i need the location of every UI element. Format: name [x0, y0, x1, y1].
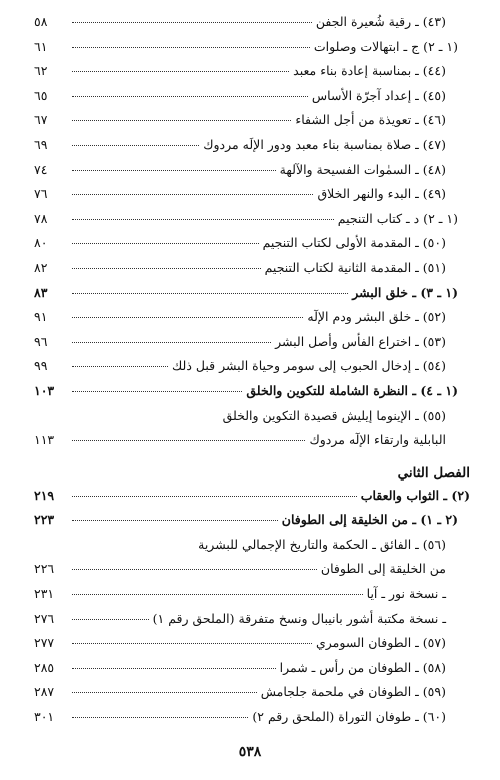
toc-entry-title: (١ ـ ٤) ـ النظرة الشاملة للتكوين والخلق: [246, 382, 458, 398]
toc-entry: [34, 330, 470, 355]
toc-entry: [34, 35, 470, 60]
toc-entry-title: (٤٣) ـ رقية شُعيرة الجفن: [315, 14, 446, 29]
dot-leader: [72, 268, 261, 269]
dot-leader: [72, 440, 305, 441]
toc-entry-title: (٥٧) ـ الطوفان السومري: [315, 635, 446, 651]
dot-leader: [72, 594, 363, 595]
toc-entry: [34, 108, 470, 133]
toc-entry: [34, 354, 470, 379]
dot-leader: [72, 692, 257, 693]
dot-leader: [72, 219, 334, 220]
dot-leader: [72, 717, 248, 718]
dot-leader: [72, 243, 259, 244]
toc-entry: [34, 59, 470, 84]
toc-entry-page: ٨٠: [34, 235, 48, 251]
toc-entry-title: البابلية وارتقاء الإلٓه مردوك: [309, 432, 446, 448]
toc-entry: [34, 182, 470, 207]
dot-leader: [72, 194, 313, 195]
toc-entry: [34, 281, 470, 306]
toc-entry-page: ٩٦: [34, 333, 48, 349]
toc-entry-title: (١ ـ ٣) ـ خلق البشر: [352, 284, 458, 300]
toc-entry: [34, 508, 470, 533]
toc-entry-page: ٦٩: [34, 136, 48, 152]
toc-entry-title: (٦٠) ـ طوفان التوراة (الملحق رقم ٢): [252, 709, 446, 725]
toc-entry-title: (٤٨) ـ السمٰوات الفسيحة والآلهة: [279, 161, 446, 177]
toc-entry-page: ٢٢٣: [34, 512, 55, 528]
toc-entry: [34, 305, 470, 330]
toc-entry-page: ٦٢: [34, 63, 48, 79]
dot-leader: [72, 619, 149, 620]
toc-entry-page: ٧٦: [34, 186, 48, 202]
toc-entry-title: (٥١) ـ المقدمة الثانية لكتاب التنجيم: [264, 259, 446, 275]
toc-entry-page: ٦١: [34, 38, 48, 54]
toc-entry-page: ٧٤: [34, 161, 48, 177]
toc-entry-title: (٥٤) ـ إدخال الحبوب إلى سومر وحياة البشر قبل ذلك: [172, 358, 446, 374]
toc-entry-title: (٢ ـ ١) ـ من الخليقة إلى الطوفان: [281, 512, 458, 528]
dot-leader: [72, 145, 199, 146]
dot-leader: [72, 643, 312, 644]
toc-entry-page: ٢١٩: [34, 487, 55, 503]
toc-entry: [34, 133, 470, 158]
toc-entry-page: ٥٨: [34, 14, 48, 29]
toc-entry-title: (٥٩) ـ الطوفان في ملحمة جلجامش: [260, 684, 446, 700]
toc-entry: [34, 207, 470, 232]
toc-section-top: [34, 10, 470, 453]
dot-leader: [72, 170, 276, 171]
table-of-contents: [34, 10, 470, 730]
chapter-heading: الفصل الثاني: [397, 464, 470, 481]
toc-entry: [34, 607, 470, 632]
dot-leader: [72, 391, 242, 392]
toc-entry-title: (٤٧) ـ صلاة بمناسبة بناء معبد ودور الإلَه مردوك: [203, 136, 446, 152]
toc-entry-title: (١ ـ ٢) ج ـ ابتهالات وصلوات: [313, 38, 458, 54]
toc-entry: [34, 680, 470, 705]
toc-entry-page: ١١٣: [34, 432, 55, 448]
toc-entry: [34, 557, 470, 582]
toc-entry: [34, 404, 470, 429]
toc-entry: [34, 533, 470, 558]
toc-entry: [34, 484, 470, 509]
dot-leader: [72, 569, 317, 570]
toc-entry-title: (٥٢) ـ خلق البشر ودم الإلٓه: [307, 309, 446, 325]
toc-entry-page: ١٠٣: [34, 382, 55, 398]
toc-entry-page: ٣٠١: [34, 709, 55, 725]
dot-leader: [72, 342, 271, 343]
toc-entry: [34, 582, 470, 607]
toc-entry: [34, 631, 470, 656]
dot-leader: [72, 317, 303, 318]
toc-entry: [34, 428, 470, 453]
toc-entry-title: (٤٦) ـ تعويذة من أجل الشفاء: [295, 112, 446, 128]
toc-entry-page: ٢٧٦: [34, 610, 55, 626]
toc-entry: [34, 379, 470, 404]
dot-leader: [72, 22, 312, 23]
dot-leader: [72, 668, 276, 669]
toc-entry-title: ـ نسخة مكتبة أشور بانيبال ونسخ متفرقة (الملحق رقم ١): [152, 610, 446, 626]
toc-entry-title: (٢) ـ الثواب والعقاب: [360, 487, 470, 503]
toc-entry: [34, 705, 470, 730]
toc-entry-page: ٦٥: [34, 87, 48, 103]
toc-entry-page: ٢٧٧: [34, 635, 55, 651]
toc-entry-title: (٥٦) ـ الفائق ـ الحكمة والتاريخ الإجمالي للبشرية: [198, 536, 446, 552]
toc-entry-page: ٢٨٧: [34, 684, 55, 700]
toc-entry: [34, 231, 470, 256]
toc-entry: [34, 256, 470, 281]
dot-leader: [72, 366, 168, 367]
toc-entry-title: (٥٥) ـ الإينوما إيليش قصيدة التكوين والخلق: [222, 407, 446, 423]
toc-entry-page: ٢٢٦: [34, 561, 55, 577]
toc-entry-title: من الخليقة إلى الطوفان: [320, 561, 446, 577]
dot-leader: [72, 520, 278, 521]
dot-leader: [72, 496, 357, 497]
toc-entry: [34, 84, 470, 109]
dot-leader: [72, 47, 310, 48]
toc-entry-title: (٥٨) ـ الطوفان من رأس ـ شمرا: [279, 659, 446, 675]
toc-entry-page: ٩١: [34, 309, 48, 325]
toc-entry-page: ٨٢: [34, 259, 48, 275]
toc-entry-title: ـ نسخة نور ـ آيا: [366, 586, 446, 602]
toc-entry-page: ٦٧: [34, 112, 48, 128]
page-number: ٥٣٨: [238, 744, 262, 760]
toc-section-bottom: [34, 484, 470, 730]
dot-leader: [72, 120, 291, 121]
toc-entry-title: (٥٠) ـ المقدمة الأولى لكتاب التنجيم: [262, 235, 446, 251]
toc-entry: [34, 656, 470, 681]
toc-entry-page: ٢٣١: [34, 586, 55, 602]
toc-entry-title: (١ ـ ٢) د ـ كتاب التنجيم: [337, 210, 458, 226]
dot-leader: [72, 293, 348, 294]
toc-entry-page: ٢٨٥: [34, 659, 55, 675]
toc-entry: [34, 10, 470, 35]
dot-leader: [72, 71, 289, 72]
toc-entry-page: ٨٣: [34, 284, 48, 300]
toc-entry-title: (٤٩) ـ البدء والنهر الخلاق: [317, 186, 446, 202]
toc-entry-title: (٤٥) ـ إعداد آجرّة الأساس: [311, 87, 446, 103]
toc-entry-page: ٧٨: [34, 210, 48, 226]
toc-entry: [34, 158, 470, 183]
toc-entry-page: ٩٩: [34, 358, 48, 374]
toc-entry-title: (٤٤) ـ بمناسبة إعادة بناء معبد: [293, 63, 446, 79]
dot-leader: [72, 96, 308, 97]
toc-entry-title: (٥٣) ـ اختراع الفأس وأصل البشر: [275, 333, 446, 349]
